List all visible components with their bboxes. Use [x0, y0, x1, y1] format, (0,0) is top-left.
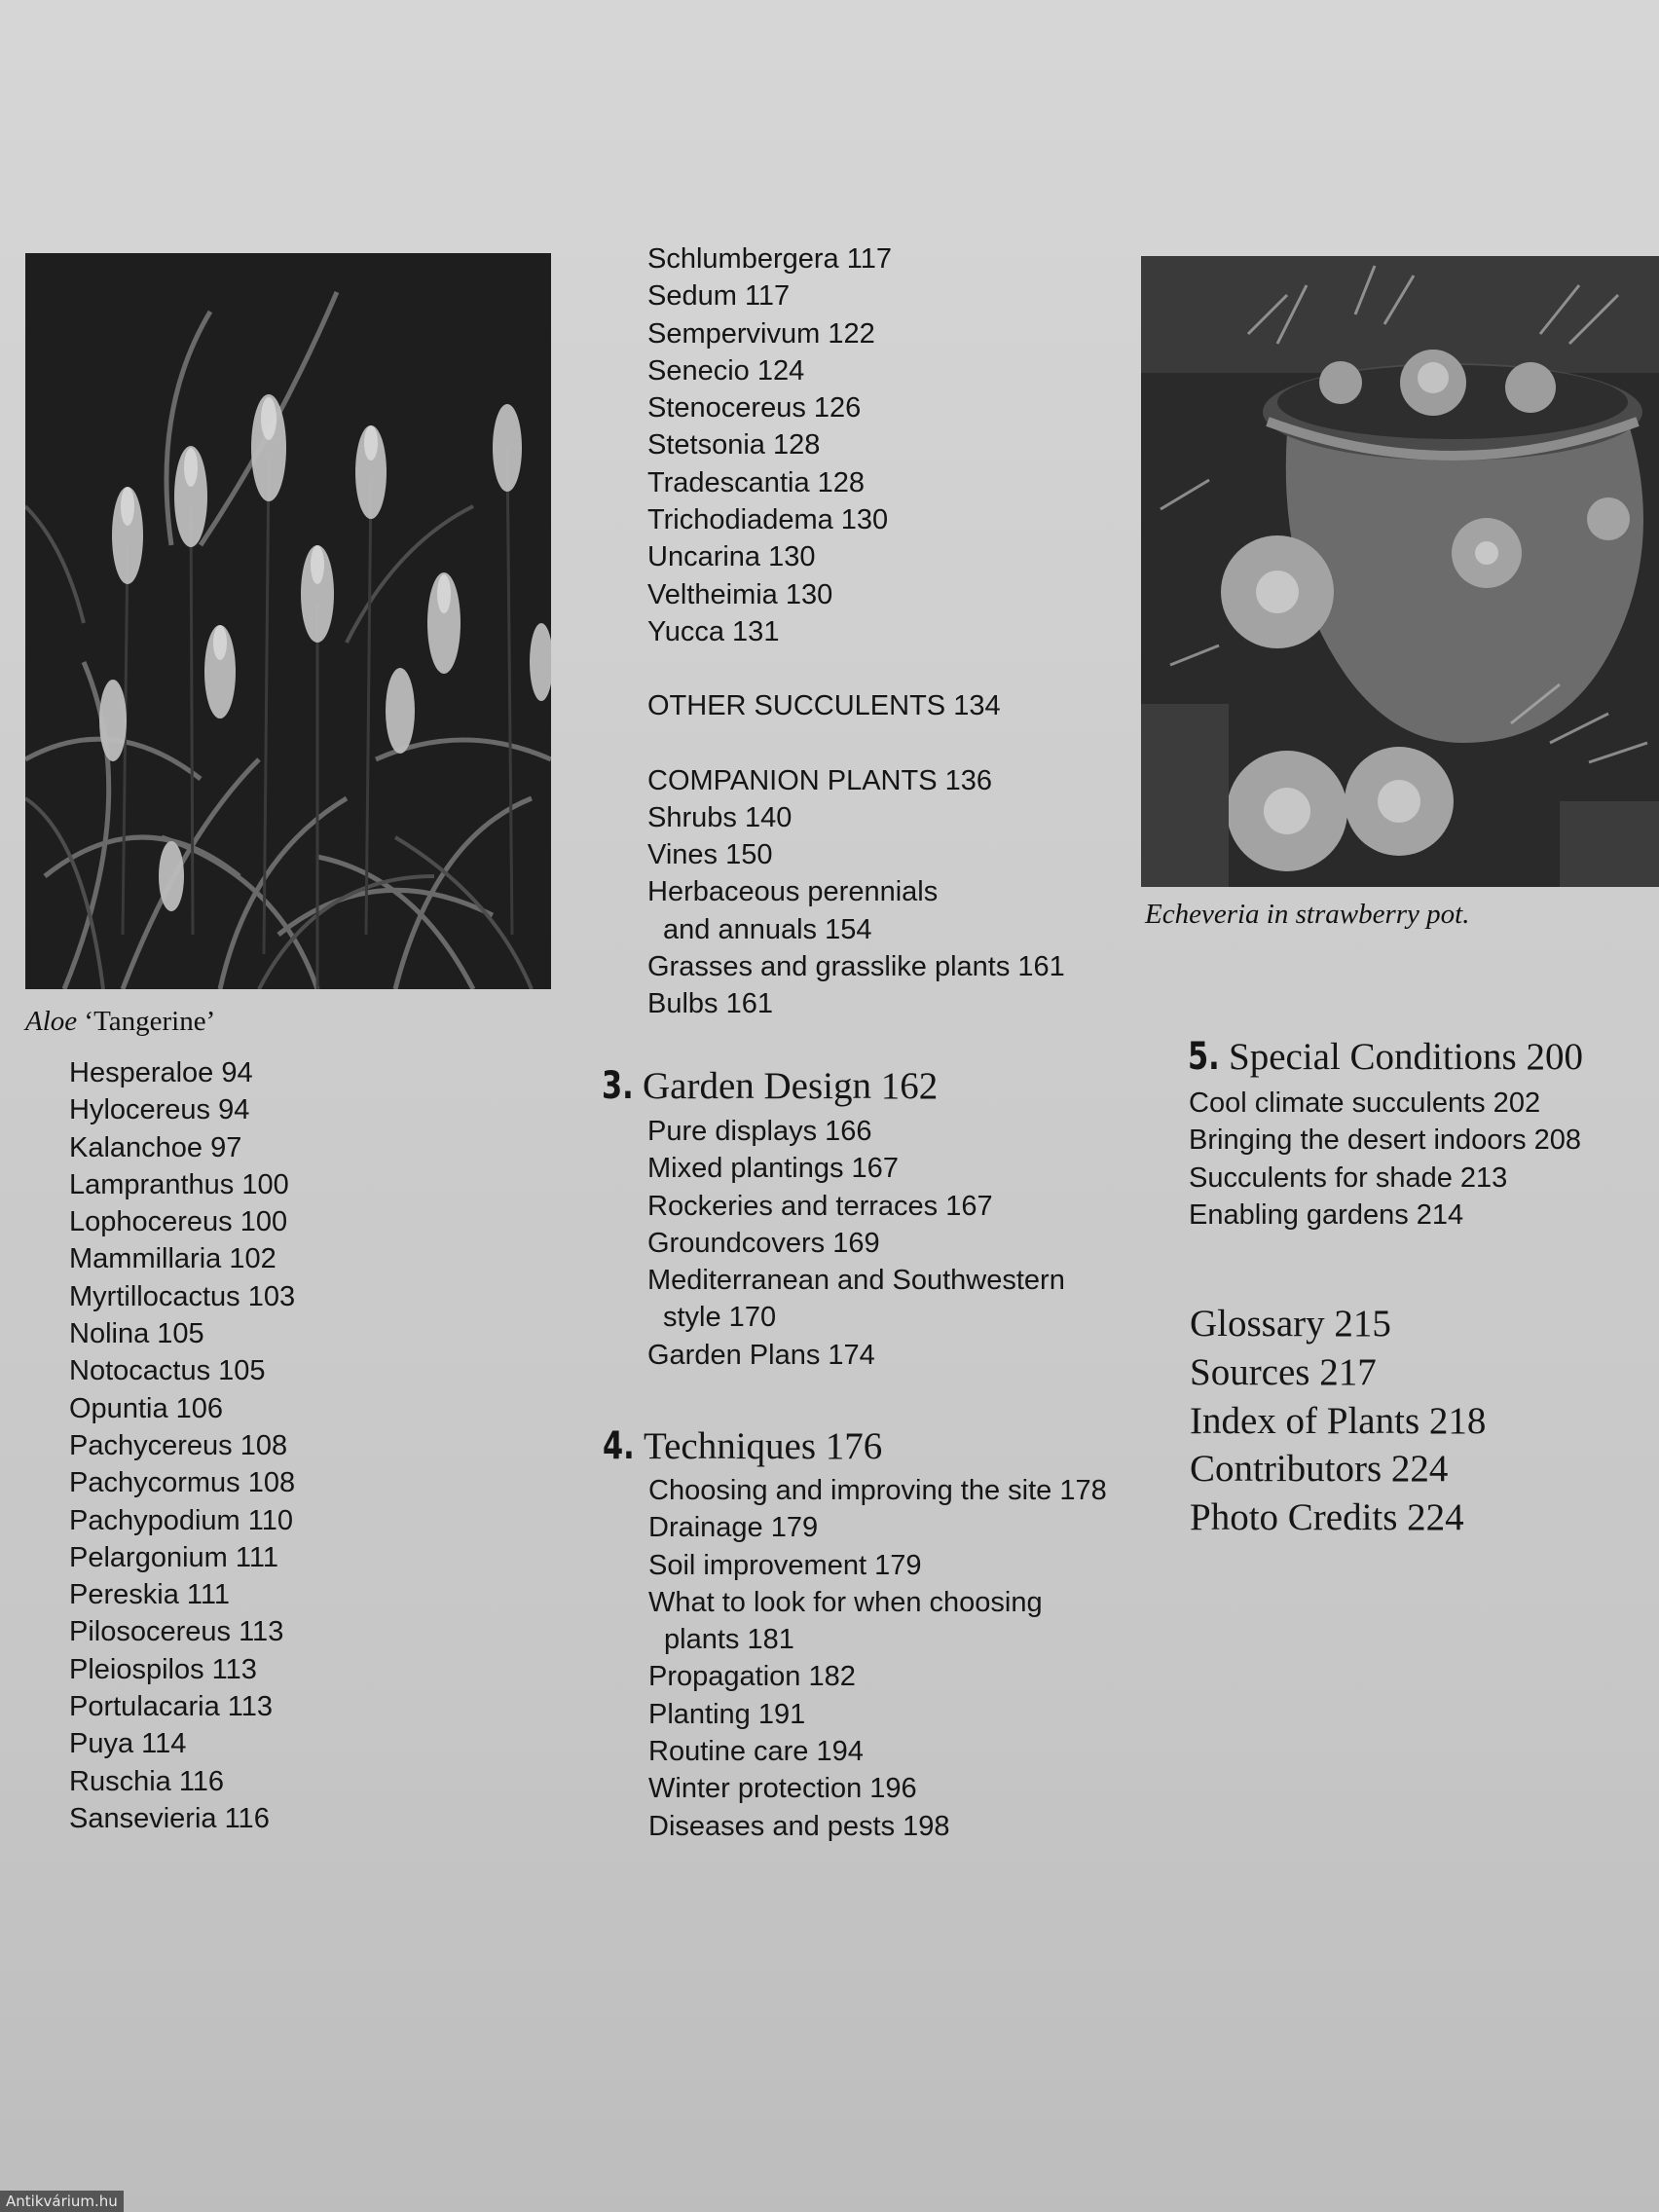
toc-entry: Succulents for shade 213	[1189, 1161, 1508, 1194]
toc-entry: Stenocereus 126	[647, 392, 862, 424]
toc-entry: Yucca 131	[647, 615, 780, 647]
toc-entry: Portulacaria 113	[69, 1691, 274, 1723]
toc-entry: Pachypodium 110	[69, 1504, 294, 1536]
toc-entry: Nolina 105	[69, 1318, 204, 1350]
toc-entry: Uncarina 130	[647, 541, 816, 573]
toc-entry: Kalanchoe 97	[69, 1131, 242, 1163]
toc-entry: Sedum 117	[647, 280, 791, 313]
toc-entry: Vines 150	[647, 839, 773, 871]
toc-entry: Rockeries and terraces 167	[647, 1190, 993, 1222]
section-5-entries	[1189, 1085, 1581, 1234]
toc-backmatter-entry: Photo Credits 224	[1190, 1496, 1464, 1539]
caption-genus: Aloe	[25, 1006, 78, 1037]
toc-entry: Grasses and grasslike plants 161	[647, 951, 1065, 983]
toc-entry-continuation: and annuals 154	[663, 913, 872, 945]
aloe-photo-caption	[25, 1006, 215, 1038]
back-matter-entries	[1190, 1300, 1486, 1542]
toc-entry: Notocactus 105	[69, 1355, 266, 1387]
toc-category-entry: COMPANION PLANTS 136	[647, 764, 993, 796]
toc-entry: Lophocereus 100	[69, 1206, 288, 1238]
echeveria-photo-caption: Echeveria in strawberry pot.	[1145, 899, 1470, 930]
toc-entry: Schlumbergera 117	[647, 243, 892, 275]
section-number: 3.	[602, 1064, 634, 1108]
toc-entry: Diseases and pests 198	[648, 1810, 950, 1842]
toc-entry-continuation: style 170	[663, 1302, 777, 1334]
toc-entry: Garden Plans 174	[647, 1339, 875, 1371]
toc-category-entry: OTHER SUCCULENTS 134	[647, 690, 1001, 722]
toc-entry: Winter protection 196	[648, 1773, 917, 1805]
toc-entry: Hesperaloe 94	[69, 1057, 253, 1088]
toc-entry: Routine care 194	[648, 1736, 864, 1768]
toc-entry: Tradescantia 128	[647, 466, 866, 498]
section-4-heading	[603, 1424, 882, 1468]
section-3-heading	[602, 1064, 938, 1108]
toc-entry: Soil improvement 179	[648, 1549, 922, 1581]
toc-entry: Stetsonia 128	[647, 429, 821, 461]
toc-entry: Trichodiadema 130	[647, 504, 889, 536]
toc-entry: Pachycereus 108	[69, 1429, 288, 1461]
toc-entry: Drainage 179	[648, 1512, 819, 1544]
toc-entry: Sempervivum 122	[647, 317, 875, 350]
section-title: Techniques 176	[644, 1425, 883, 1467]
toc-entry: Senecio 124	[647, 354, 805, 387]
toc-entry: Herbaceous perennials	[647, 876, 939, 908]
toc-entry: Opuntia 106	[69, 1392, 224, 1424]
toc-entry: Pure displays 166	[647, 1116, 872, 1147]
toc-entry: Pleiospilos 113	[69, 1653, 257, 1685]
toc-entry: Ruschia 116	[69, 1765, 225, 1797]
section-title: Special Conditions 200	[1229, 1036, 1583, 1078]
toc-entry: Sansevieria 116	[69, 1802, 270, 1834]
toc-entry: Puya 114	[69, 1728, 187, 1760]
toc-backmatter-entry: Glossary 215	[1190, 1303, 1391, 1345]
toc-entry-continuation: plants 181	[664, 1624, 794, 1656]
toc-entry: Enabling gardens 214	[1189, 1198, 1464, 1231]
aloe-tangerine-photo	[25, 253, 551, 989]
section-title: Garden Design 162	[643, 1065, 939, 1107]
plant-index-column-1	[69, 1054, 295, 1837]
toc-entry: Bringing the desert indoors 208	[1189, 1124, 1582, 1157]
toc-entry: Pachycormus 108	[69, 1467, 296, 1499]
toc-entry: Pilosocereus 113	[69, 1616, 284, 1648]
caption-cultivar: ‘Tangerine’	[77, 1006, 216, 1037]
toc-entry: Bulbs 161	[647, 988, 773, 1020]
toc-entry: Lampranthus 100	[69, 1168, 289, 1200]
section-3-entries	[647, 1113, 1065, 1374]
toc-entry: Veltheimia 130	[647, 578, 833, 610]
section-number: 4.	[603, 1424, 635, 1468]
toc-backmatter-entry: Contributors 224	[1190, 1448, 1449, 1491]
plant-index-column-2	[647, 240, 1065, 1023]
toc-entry: Pereskia 111	[69, 1579, 230, 1611]
toc-entry: Myrtillocactus 103	[69, 1280, 296, 1312]
section-5-heading	[1188, 1035, 1583, 1079]
toc-entry: Planting 191	[648, 1698, 806, 1730]
toc-entry: Choosing and improving the site 178	[648, 1475, 1107, 1506]
toc-backmatter-entry: Sources 217	[1190, 1350, 1377, 1393]
watermark: Antikvárium.hu	[0, 2191, 124, 2212]
echeveria-photo-graphic	[1141, 256, 1659, 887]
toc-entry: Hylocereus 94	[69, 1094, 250, 1126]
toc-entry: Shrubs 140	[647, 801, 793, 833]
section-4-entries	[648, 1472, 1107, 1845]
toc-entry: What to look for when choosing	[648, 1586, 1043, 1618]
toc-entry: Propagation 182	[648, 1661, 856, 1693]
section-number: 5.	[1188, 1035, 1220, 1079]
toc-entry: Mediterranean and Southwestern	[647, 1265, 1065, 1297]
toc-entry: Mixed plantings 167	[647, 1153, 899, 1185]
toc-entry: Mammillaria 102	[69, 1243, 276, 1275]
toc-entry: Cool climate succulents 202	[1189, 1088, 1541, 1119]
aloe-photo-graphic	[25, 253, 551, 989]
toc-backmatter-entry: Index of Plants 218	[1190, 1399, 1487, 1442]
toc-entry: Groundcovers 169	[647, 1227, 880, 1259]
toc-entry: Pelargonium 111	[69, 1541, 278, 1573]
echeveria-strawberry-pot-photo	[1141, 256, 1659, 887]
